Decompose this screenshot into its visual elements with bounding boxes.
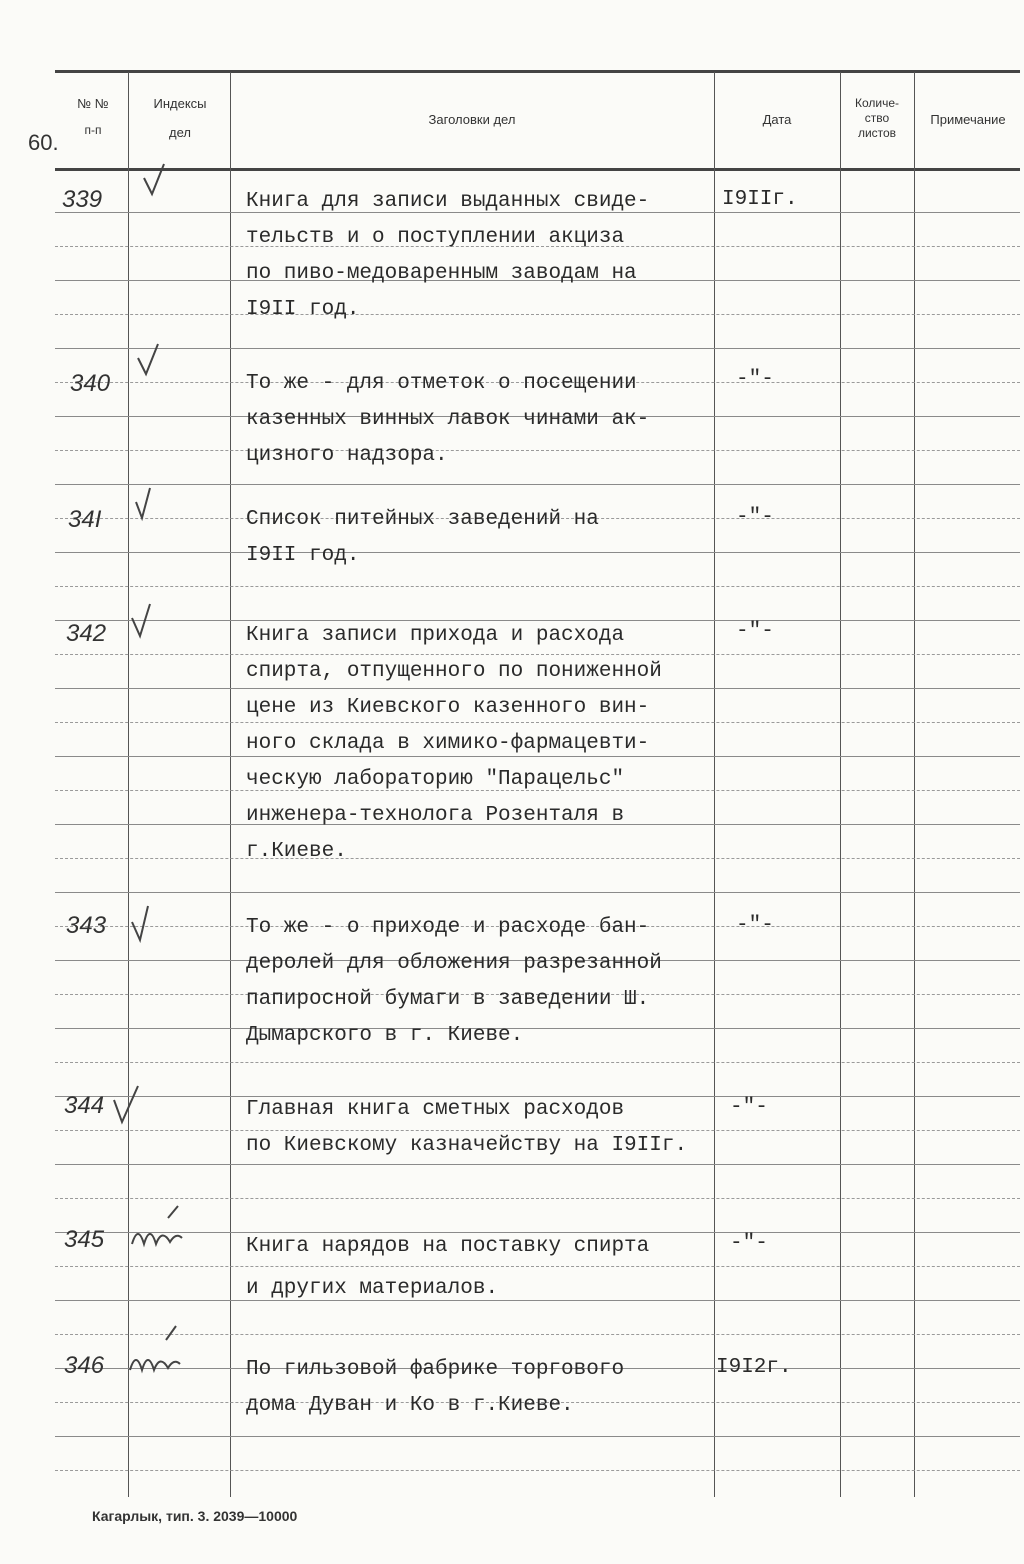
record-date: I9IIг. [722,188,798,211]
header-date: Дата [762,112,792,127]
ledger-line [55,1334,1020,1335]
record-date: -"- [736,914,774,937]
record-title: То же - о приходе и расходе бан- деролей для обложения разрезанной папиросной бумаги в заведении Ш. Дымарского в г. Киеве. [246,916,662,1047]
header-title: Заголовки дел [428,112,516,127]
handwritten-mark-icon [128,1204,188,1254]
record-date: -"- [736,620,774,643]
record-number: 342 [66,620,107,647]
ledger-line [55,484,1020,485]
ledger-line [55,892,1020,893]
ledger-line [55,1164,1020,1165]
printer-imprint: Кагарлык, тип. 3. 2039—10000 [92,1508,298,1524]
header-count-1: Количе- [854,96,900,110]
header-index-label: Индексы [153,96,207,111]
header-count-3: листов [857,126,897,140]
col-divider-2 [230,72,231,1497]
check-mark-icon [134,340,164,380]
record-date: -"- [736,506,774,529]
page-number: 60. [28,130,59,155]
check-mark-icon [128,600,156,642]
record-date: I9I2г. [716,1356,792,1379]
record-title: Список питейных заведений на I9II год. [246,508,599,567]
check-mark-icon [140,160,170,200]
header-count [842,96,912,141]
col-divider-1 [128,72,129,1497]
header-index-sub: дел [169,125,191,140]
col-divider-4 [840,72,841,1497]
record-date: -"- [736,368,774,391]
record-number: 343 [66,912,107,939]
record-title: По гильзовой фабрике торгового дома Дуван и Ко в г.Киеве. [246,1358,625,1417]
record-number: 346 [64,1352,105,1379]
ledger-line [55,1062,1020,1063]
ledger-line [55,586,1020,587]
record-date: -"- [730,1232,768,1255]
header-num-label: № № [77,96,109,111]
top-rule [55,70,1020,73]
col-divider-5 [914,72,915,1497]
record-date: -"- [730,1096,768,1119]
record-number: 340 [70,370,111,397]
record-title: Главная книга сметных расходов по Киевскому казначейству на I9IIг. [246,1098,688,1157]
record-title-continued: ческую лабораторию "Парацельс" инженера-технолога Розенталя в г.Киеве. [246,768,625,863]
ledger-line [55,1198,1020,1199]
record-title: Книга нарядов на поставку спирта и других материалов. [246,1235,650,1300]
ledger-line [55,348,1020,349]
header-num-sub: п-п [84,123,102,137]
header-num [58,96,128,138]
header-rule [55,168,1020,171]
check-mark-icon [110,1082,142,1128]
check-mark-icon [132,484,156,524]
record-title: Книга для записи выданных свиде- тельств и о поступлении акциза по пиво-медоваренным заводам на I9II год. [246,190,650,321]
ledger-line [55,1470,1020,1471]
record-title: Книга записи прихода и расхода спирта, отпущенного по пониженной цене из Киевского казенного вин- ного склада в химико-фармацевти- [246,624,662,755]
header-count-2: ство [864,111,890,125]
header-note: Примечание [930,112,1006,127]
record-number: 34I [68,506,102,533]
record-number: 345 [64,1226,105,1253]
record-number: 344 [64,1092,105,1119]
record-number: 339 [62,186,103,213]
record-title: То же - для отметок о посещении казенных винных лавок чинами ак- цизного надзора. [246,372,650,467]
handwritten-mark-icon [126,1320,186,1380]
ledger-line [55,1436,1020,1437]
header-index [130,96,230,140]
check-mark-icon [128,902,156,944]
